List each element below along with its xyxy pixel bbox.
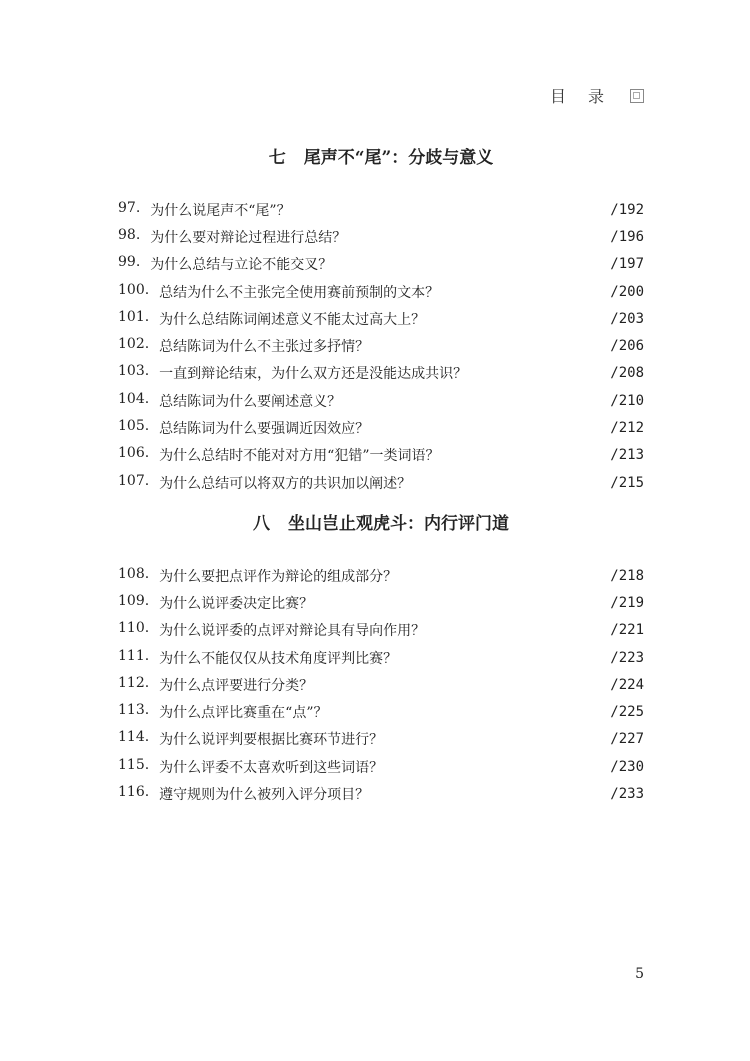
toc-entry[interactable]	[118, 414, 644, 441]
toc-entry-page: /212	[610, 420, 644, 437]
page-number: 5	[635, 966, 644, 982]
toc-entry-label	[118, 227, 346, 247]
toc-entry-number: 105.	[118, 418, 150, 435]
toc-entry-label	[118, 675, 313, 695]
toc-entry[interactable]	[118, 305, 644, 332]
toc-entry-title: 为什么点评比赛重在“点”？	[159, 705, 328, 722]
toc-entry-page: /225	[610, 704, 644, 721]
toc-entry-title: 总结为什么不主张完全使用赛前预制的文本？	[159, 284, 440, 301]
toc-entry-page: /233	[610, 786, 644, 803]
toc-entry-label	[118, 729, 383, 749]
toc-entry-page: /215	[610, 474, 644, 491]
toc-entry-label	[118, 566, 397, 586]
toc-entry[interactable]	[118, 360, 644, 387]
toc-entry-page: /196	[610, 228, 644, 245]
toc-entry-title: 为什么要把点评作为辩论的组成部分？	[159, 568, 398, 585]
toc-entry[interactable]	[118, 278, 644, 305]
toc-entry-label	[118, 309, 425, 329]
toc-entry-title: 为什么总结陈词阐述意义不能太过高大上？	[159, 311, 426, 328]
section-number: 八	[253, 514, 270, 534]
running-header	[550, 84, 644, 107]
toc-entry-title: 总结陈词为什么要阐述意义？	[159, 393, 342, 410]
section-heading	[118, 512, 644, 536]
toc-entry-label	[118, 473, 411, 493]
toc-entry[interactable]	[118, 753, 644, 780]
toc-entry[interactable]	[118, 644, 644, 671]
toc-entry-number: 109.	[118, 592, 150, 609]
toc-entry-label	[118, 784, 369, 804]
toc-entry-title: 总结陈词为什么不主张过多抒情？	[159, 339, 370, 356]
toc-entry-number: 102.	[118, 336, 150, 353]
toc-entry[interactable]	[118, 589, 644, 616]
toc-entry-page: /210	[610, 392, 644, 409]
toc-entry-page: /203	[610, 310, 644, 327]
toc-entry-title: 为什么要对辩论过程进行总结？	[150, 229, 347, 246]
toc-entry-label	[118, 620, 425, 640]
toc-entry-number: 100.	[118, 281, 150, 298]
toc-entry[interactable]	[118, 617, 644, 644]
toc-entry-number: 114.	[118, 729, 150, 746]
toc-entry-page: /213	[610, 447, 644, 464]
toc-entry-number: 101.	[118, 308, 150, 325]
toc-list	[118, 196, 644, 496]
toc-entry-page: /218	[610, 567, 644, 584]
toc-entry-title: 为什么说评委的点评对辩论具有导向作用？	[159, 623, 426, 640]
toc-entry-title: 为什么总结与立论不能交叉？	[150, 257, 333, 274]
toc-entry[interactable]	[118, 251, 644, 278]
toc-entry-number: 99.	[118, 254, 141, 271]
toc-entry[interactable]	[118, 726, 644, 753]
toc-entry-label	[118, 445, 440, 465]
section-title: 坐山岂止观虎斗：内行评门道	[288, 514, 509, 534]
toc-entry-title: 为什么不能仅仅从技术角度评判比赛？	[159, 650, 398, 667]
toc-entry-number: 106.	[118, 445, 150, 462]
toc-entry-title: 为什么评委不太喜欢听到这些词语？	[159, 759, 384, 776]
toc-entry-number: 97.	[118, 199, 141, 216]
toc-entry[interactable]	[118, 780, 644, 807]
toc-entry-number: 108.	[118, 565, 150, 582]
toc-entry-number: 98.	[118, 226, 141, 243]
section-heading	[118, 146, 644, 170]
toc-entry-title: 一直到辩论结束，为什么双方还是没能达成共识？	[159, 366, 468, 383]
toc-entry-page: /219	[610, 594, 644, 611]
toc-entry-number: 113.	[118, 702, 150, 719]
toc-entry-title: 遵守规则为什么被列入评分项目？	[159, 787, 370, 804]
toc-entry-label	[118, 593, 313, 613]
toc-entry-label	[118, 282, 439, 302]
toc-entry-title: 总结陈词为什么要强调近因效应？	[159, 421, 370, 438]
section-title: 尾声不“尾”：分歧与意义	[303, 148, 494, 168]
toc-entry-title: 为什么说尾声不“尾”？	[150, 202, 291, 219]
section-seven	[118, 146, 644, 496]
toc-entry-page: /221	[610, 622, 644, 639]
toc-entry[interactable]	[118, 671, 644, 698]
toc-entry-page: /227	[610, 731, 644, 748]
toc-entry[interactable]	[118, 387, 644, 414]
toc-entry-label	[118, 363, 467, 383]
toc-entry-page: /197	[610, 256, 644, 273]
toc-entry[interactable]	[118, 469, 644, 496]
toc-entry[interactable]	[118, 196, 644, 223]
toc-entry-number: 110.	[118, 620, 150, 637]
toc-entry-page: /224	[610, 676, 644, 693]
toc-entry-page: /208	[610, 365, 644, 382]
toc-entry[interactable]	[118, 698, 644, 725]
toc-entry-label	[118, 757, 383, 777]
toc-list	[118, 562, 644, 808]
toc-entry[interactable]	[118, 332, 644, 359]
toc-entry-number: 103.	[118, 363, 150, 380]
toc-entry-label	[118, 254, 332, 274]
toc-entry-number: 107.	[118, 472, 150, 489]
toc-entry-number: 111.	[118, 647, 150, 664]
square-ornament-icon	[630, 89, 644, 103]
toc-entry-label	[118, 200, 291, 220]
toc-entry-title: 为什么说评委决定比赛？	[159, 595, 314, 612]
toc-entry-number: 104.	[118, 390, 150, 407]
header-title: 目录	[549, 87, 626, 106]
toc-entry-page: /230	[610, 758, 644, 775]
toc-entry-number: 112.	[118, 674, 150, 691]
toc-entry-label	[118, 702, 328, 722]
toc-entry[interactable]	[118, 442, 644, 469]
toc-entry-label	[118, 648, 397, 668]
toc-entry[interactable]	[118, 562, 644, 589]
toc-entry-title: 为什么说评判要根据比赛环节进行？	[159, 732, 384, 749]
toc-entry-page: /192	[610, 201, 644, 218]
section-eight	[118, 512, 644, 808]
toc-entry-page: /223	[610, 649, 644, 666]
toc-entry-label	[118, 336, 369, 356]
toc-entry-number: 115.	[118, 756, 150, 773]
toc-entry-label	[118, 391, 341, 411]
toc-entry-page: /206	[610, 338, 644, 355]
section-number: 七	[268, 148, 286, 168]
toc-entry-title: 为什么点评要进行分类？	[159, 677, 314, 694]
toc-entry-title: 为什么总结时不能对对方用“犯错”一类词语？	[159, 448, 440, 465]
toc-entry-title: 为什么总结可以将双方的共识加以阐述？	[159, 475, 412, 492]
toc-entry-page: /200	[610, 283, 644, 300]
toc-entry-label	[118, 418, 369, 438]
toc-entry[interactable]	[118, 223, 644, 250]
toc-entry-number: 116.	[118, 784, 150, 801]
